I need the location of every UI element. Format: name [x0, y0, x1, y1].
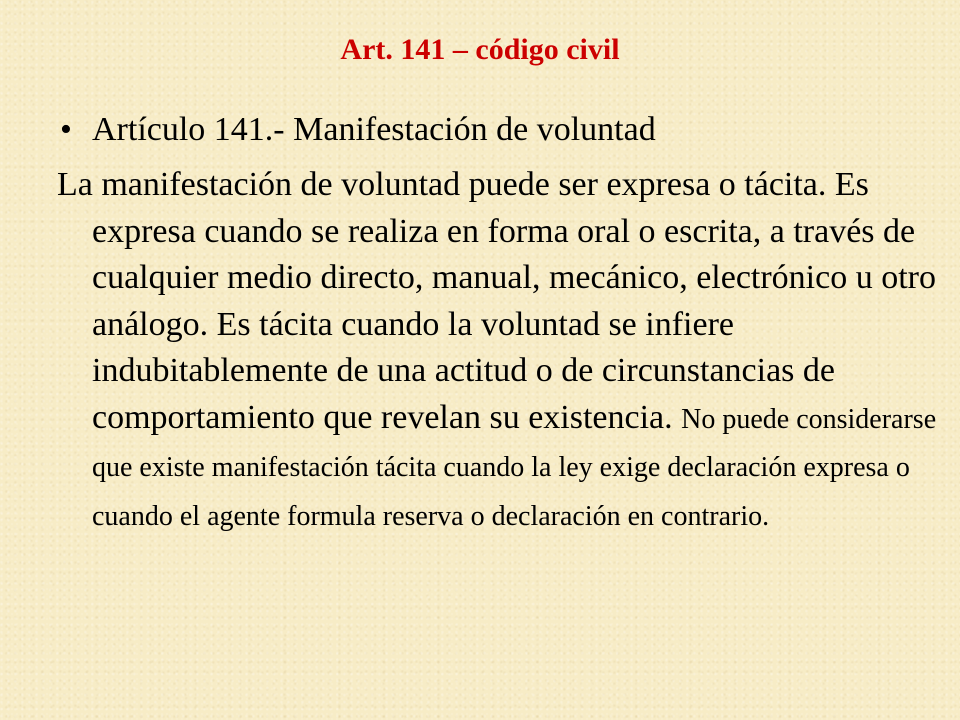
article-body	[57, 162, 960, 540]
bullet-icon: •	[60, 111, 72, 148]
article-body-main: La manifestación de voluntad puede ser expresa o tácita. Es expresa cuando se realiza en forma oral o escrita, a través de cualquier medio directo, manual, mecánico, electrónico u otro análogo. Es tácita cuando la voluntad se infiere indubitablemente de una actitud o de circunstancias de comportamiento que revelan su existencia.	[57, 166, 936, 436]
slide-title: Art. 141 – código civil	[340, 33, 620, 66]
bullet-item-text: Artículo 141.- Manifestación de voluntad	[92, 111, 656, 148]
bullet-item	[60, 108, 920, 152]
article-body-tail: No puede considerarse que existe manifestación tácita cuando la ley exige declaración expresa o cuando el agente formula reserva o declaración en contrario.	[92, 403, 937, 532]
